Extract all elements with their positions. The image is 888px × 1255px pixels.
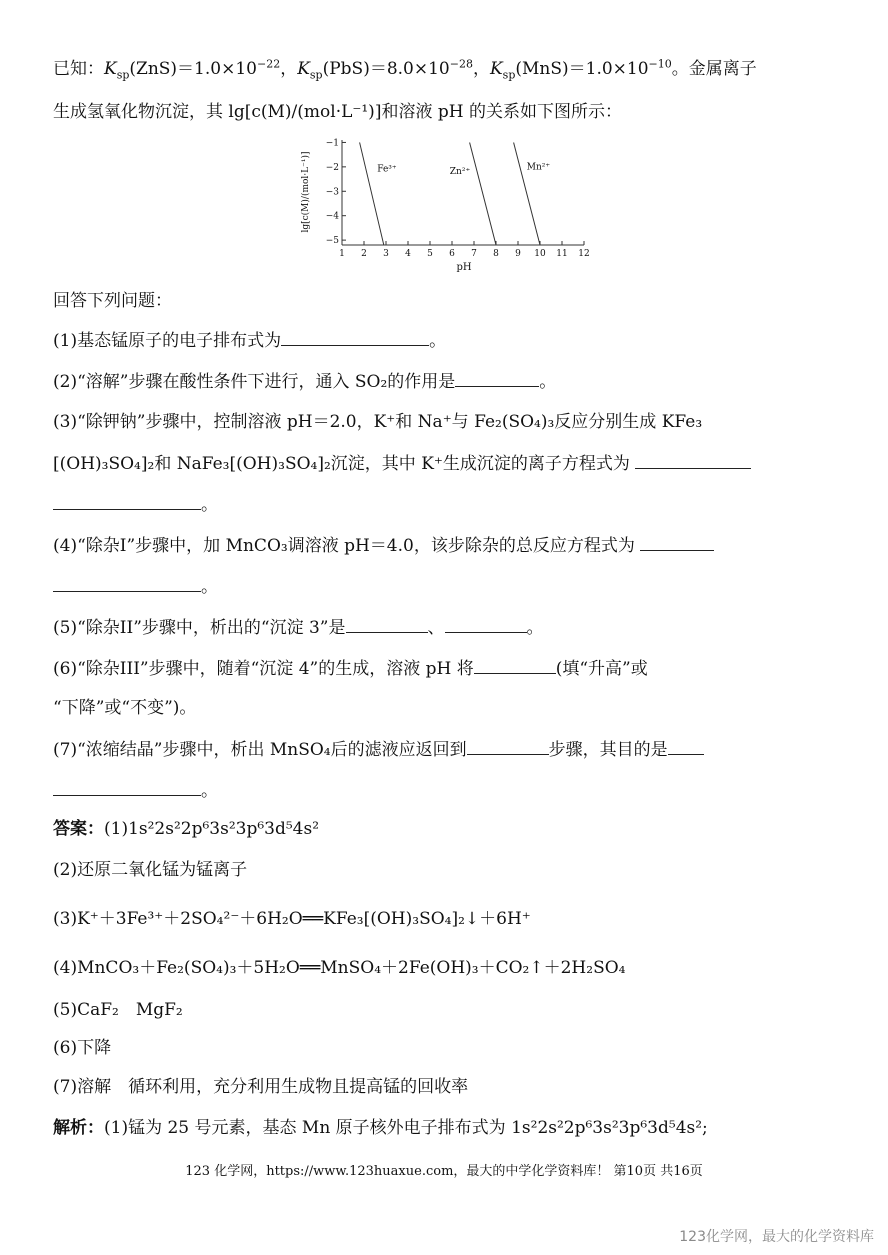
question-text: 步骤，其目的是 (548, 740, 668, 760)
analysis-label: 解析： (53, 1118, 104, 1138)
answer-blank[interactable] (668, 738, 704, 755)
question-6a (53, 657, 848, 680)
question-text: (7)“浓缩结晶”步骤中，析出 MnSO₄后的滤液应返回到 (53, 740, 467, 760)
question-text: (1)基态锰原子的电子排布式为 (53, 331, 282, 351)
answer-blank[interactable] (635, 452, 751, 469)
answer-1 (53, 818, 848, 840)
answer-blank[interactable] (346, 616, 428, 633)
intro-text: 已知： (53, 59, 104, 79)
answer-blank[interactable] (281, 329, 429, 346)
question-text: 。 (201, 577, 218, 597)
x-tick-label: 4 (405, 249, 411, 259)
answers-label: 答案： (53, 819, 104, 839)
answer-blank[interactable] (53, 493, 201, 510)
y-tick-label: −1 (325, 138, 339, 149)
answer-blank[interactable] (640, 534, 714, 551)
answer-blank[interactable] (53, 575, 201, 592)
x-tick-label: 12 (578, 249, 590, 259)
intro-text: (PbS)＝8.0×10 (322, 59, 450, 79)
x-tick-label: 9 (515, 249, 521, 259)
question-7b (53, 779, 848, 802)
y-tick-label: −3 (325, 187, 339, 198)
x-axis-label: pH (456, 262, 472, 272)
plot-area (326, 138, 590, 259)
intro-line-1: 已知：$K_{sp}(ZnS)=1.0\times 10^{-22}$，$K_{sp}(PbS)=8.0\times 10^{-28}$，$K_{sp}(MnS)=1.0\times 10^{-10}$。金属离子 (53, 57, 757, 82)
answer-blank[interactable] (445, 616, 527, 633)
intro-line-2: 生成氢氧化物沉淀，其 lg[c(M)/(mol·L⁻¹)]和溶液 pH 的关系如下图所示： (53, 102, 622, 122)
question-3c (53, 493, 848, 516)
question-text: 。 (201, 781, 218, 801)
exponent: −22 (256, 57, 281, 71)
questions-heading: 回答下列问题： (53, 291, 172, 311)
x-tick-label: 3 (383, 249, 389, 259)
analysis-line (53, 1117, 848, 1139)
answer-5: (5)CaF₂ MgF₂ (53, 1000, 183, 1020)
question-text: (填“升高”或 (555, 659, 648, 679)
x-tick-label: 6 (449, 249, 455, 259)
ksp-subscript: sp (116, 68, 130, 82)
question-text: (6)“除杂III”步骤中，随着“沉淀 4”的生成，溶液 pH 将 (53, 659, 474, 679)
y-tick-label: −4 (325, 211, 339, 222)
watermark: 123化学网，最大的化学资料库 (679, 1229, 874, 1245)
ksp-subscript: sp (309, 68, 323, 82)
answer-blank[interactable] (474, 657, 556, 674)
answer-blank[interactable] (455, 370, 539, 387)
y-axis-label: lg[c(M)/(mol·L⁻¹)] (301, 151, 311, 233)
question-text: 、 (427, 618, 445, 638)
series-label: Fe³⁺ (377, 164, 397, 175)
question-7a (53, 738, 848, 761)
analysis-text: (1)锰为 25 号元素，基态 Mn 原子核外电子排布式为 1s²2s²2p⁶3s²3p⁶3d⁵4s²; (104, 1118, 708, 1138)
page-footer: 123 化学网，https://www.123huaxue.com，最大的中学化学资料库！ 第10页 共16页 (185, 1164, 703, 1179)
answer-3: (3)K⁺＋3Fe³⁺＋2SO₄²⁻＋6H₂O══KFe₃[(OH)₃SO₄]₂↓＋6H⁺ (53, 909, 531, 929)
question-1 (53, 329, 848, 352)
ph-chart (296, 132, 596, 272)
question-3b (53, 452, 848, 475)
series-line (470, 142, 496, 245)
intro-text: ， (472, 59, 490, 79)
exponent: −10 (648, 57, 672, 71)
x-tick-label: 1 (339, 249, 345, 259)
question-text: 。 (429, 331, 447, 351)
answer-6: (6)下降 (53, 1038, 112, 1058)
intro-text: ， (280, 59, 298, 79)
answer-blank[interactable] (53, 779, 201, 796)
question-text: (5)“除杂II”步骤中，析出的“沉淀 3”是 (53, 618, 346, 638)
question-text: 。 (526, 618, 544, 638)
x-tick-label: 8 (493, 249, 499, 259)
x-tick-label: 2 (361, 249, 367, 259)
y-tick-label: −2 (325, 162, 339, 173)
exponent: −28 (449, 57, 473, 71)
question-4b (53, 575, 848, 598)
ksp-subscript: sp (502, 68, 516, 82)
answer-text: (1)1s²2s²2p⁶3s²3p⁶3d⁵4s² (104, 819, 320, 839)
series-line (360, 142, 384, 245)
series-label: Mn²⁺ (526, 162, 551, 173)
question-6b: “下降”或“不变”)。 (53, 698, 197, 718)
answer-2: (2)还原二氧化锰为锰离子 (53, 860, 248, 880)
x-tick-label: 11 (556, 249, 568, 259)
question-text: 。 (539, 372, 557, 392)
intro-text: (MnS)＝1.0×10 (515, 59, 649, 79)
series-line (514, 142, 540, 245)
question-2 (53, 370, 848, 393)
question-4a (53, 534, 848, 557)
question-text: (2)“溶解”步骤在酸性条件下进行，通入 SO₂的作用是 (53, 372, 456, 392)
intro-text: 。金属离子 (671, 59, 757, 79)
x-tick-label: 10 (534, 249, 546, 259)
y-tick-label: −5 (325, 236, 339, 247)
question-text: 。 (201, 495, 218, 515)
x-tick-label: 7 (471, 249, 477, 259)
intro-text: (ZnS)＝1.0×10 (129, 59, 257, 79)
question-text: (4)“除杂I”步骤中，加 MnCO₃调溶液 pH＝4.0，该步除杂的总反应方程式为 (53, 536, 635, 556)
question-text: [(OH)₃SO₄]₂和 NaFe₃[(OH)₃SO₄]₂沉淀，其中 K⁺生成沉淀的离子方程式为 (53, 454, 630, 474)
question-3a: (3)“除钾钠”步骤中，控制溶液 pH＝2.0，K⁺和 Na⁺与 Fe₂(SO₄)₃反应分别生成 KFe₃ (53, 412, 703, 432)
answer-blank[interactable] (467, 738, 549, 755)
answer-4: (4)MnCO₃＋Fe₂(SO₄)₃＋5H₂O══MnSO₄＋2Fe(OH)₃＋CO₂↑＋2H₂SO₄ (53, 958, 626, 978)
series-label: Zn²⁺ (449, 167, 471, 178)
x-tick-label: 5 (427, 249, 433, 259)
question-5 (53, 616, 848, 639)
answer-7: (7)溶解 循环利用，充分利用生成物且提高锰的回收率 (53, 1077, 469, 1097)
